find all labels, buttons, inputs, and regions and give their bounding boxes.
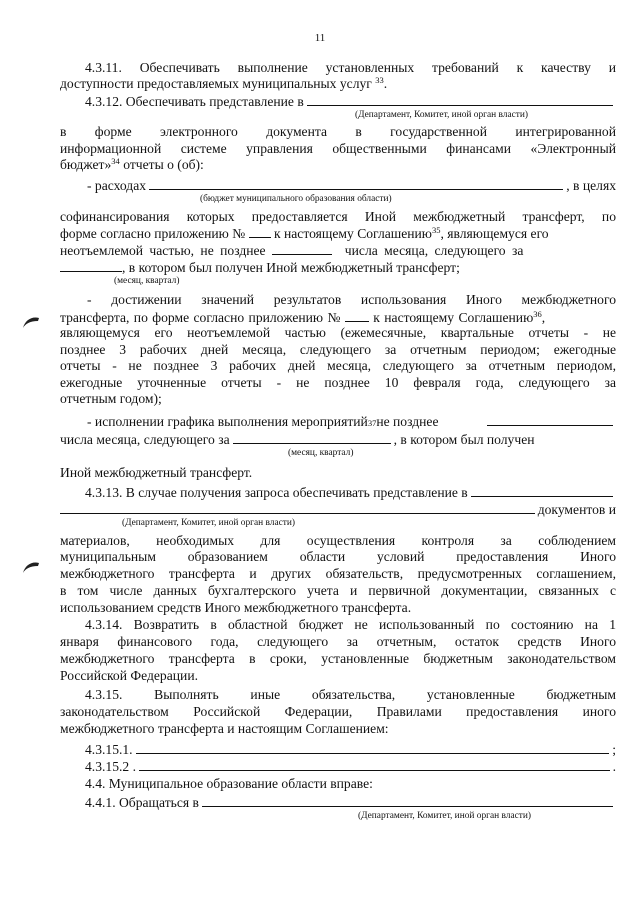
results-line-6: ежегодные уточненные отчеты - не позднее 10 февраля года, следующего за	[60, 375, 616, 390]
results-line-3: являющемуся его неотъемлемой частью (ежемесячные, квартальные отчеты - не	[60, 325, 616, 340]
paragraph-4-3-13-line-1: 4.3.13. В случае получения запроса обеспечивать представление в	[60, 484, 616, 501]
footnote-ref-35: 35	[431, 225, 441, 235]
footnote-ref-34: 34	[111, 156, 120, 166]
paragraph-4-3-12-line-1: 4.3.12. Обеспечивать представление в	[60, 93, 616, 110]
paragraph-4-3-12-line-2: в форме электронного документа в государственной интегрированной	[60, 124, 616, 139]
blank-field-department	[307, 93, 613, 106]
reports-expenses-line: - расходах , в целях	[87, 178, 616, 193]
paragraph-4-3-15-line-2: законодательством Российской Федерации, Правилами предоставления иного	[60, 704, 616, 719]
schedule-line-2: числа месяца, следующего за , в котором был получен	[60, 432, 535, 447]
paragraph-4-4-1: 4.4.1. Обращаться в	[60, 794, 616, 811]
paragraph-4-3-11-line-1: 4.3.11. Обеспечивать выполнение установленных требований к качеству и	[85, 60, 616, 75]
blank-field-appendix-number-2	[345, 309, 369, 322]
punch-hole-mark-icon	[20, 314, 42, 336]
blank-field-budget	[149, 177, 563, 190]
blank-field-department-2	[471, 484, 613, 497]
caption-period-2: (месяц, квартал)	[288, 448, 354, 458]
caption-budget: (бюджет муниципального образования области)	[200, 194, 392, 204]
paragraph-4-3-13-line-4: муниципальным образованием области условий предоставления Иного	[60, 549, 616, 564]
paragraph-4-3-15-line-1: 4.3.15. Выполнять иные обязательства, установленные бюджетным	[85, 687, 616, 702]
expenses-line-5: , в котором был получен Иной межбюджетный трансферт;	[60, 259, 616, 276]
expenses-line-2: софинансирования которых предоставляется Иной межбюджетный трансферт, по	[60, 209, 616, 224]
paragraph-4-3-13-line-5: межбюджетного трансферта и других обязательств, предусмотренных соглашением,	[60, 566, 616, 581]
results-line-7: отчетным годом);	[60, 391, 162, 406]
blank-field-day-2	[487, 413, 614, 426]
punch-hole-mark-icon	[20, 559, 42, 581]
paragraph-4-4: 4.4. Муниципальное образование области вправе:	[85, 776, 373, 791]
paragraph-4-3-13-line-3: материалов, необходимых для осуществления контроля за соблюдением	[60, 533, 616, 548]
subclause-4-3-15-1: 4.3.15.1. ;	[85, 742, 616, 757]
blank-field-department-4	[202, 794, 613, 807]
paragraph-4-3-15-line-3: межбюджетного трансферта и настоящим Соглашением:	[60, 721, 389, 736]
subclause-4-3-15-2: 4.3.15.2 . .	[85, 759, 616, 774]
paragraph-4-3-12-line-4: бюджет»$^{34}$ отчеты о (об):	[60, 156, 204, 172]
results-line-1: - достижении значений результатов использования Иного межбюджетного	[87, 292, 616, 307]
expenses-line-4: неотъемлемой частью, не позднее числа месяца, следующего за	[60, 243, 524, 258]
paragraph-4-3-14-line-2: января финансового года, следующего за отчетным, остаток средств Иного	[60, 634, 616, 649]
results-line-4: позднее 3 рабочих дней месяца, следующего за отчетным периодом; ежегодные	[60, 342, 616, 357]
blank-field-day	[272, 242, 332, 255]
paragraph-4-3-14-line-4: Российской Федерации.	[60, 668, 198, 683]
blank-field-department-3	[60, 501, 535, 514]
page-number: 11	[314, 32, 326, 44]
caption-department-1: (Департамент, Комитет, иной орган власти)	[355, 110, 529, 120]
blank-field-appendix-number	[249, 225, 271, 238]
schedule-line-1: - исполнении графика выполнения мероприятий 37 не позднее	[60, 413, 616, 430]
paragraph-4-3-13-line-6: в том числе данных бухгалтерского учета и первичной документации, связанных с	[60, 583, 616, 598]
schedule-line-3: Иной межбюджетный трансферт.	[60, 465, 253, 480]
blank-field-period	[60, 259, 122, 272]
footnote-ref-36: 36	[533, 309, 542, 319]
paragraph-4-3-13-line-7: использованием средств Иного межбюджетного трансферта.	[60, 600, 412, 615]
paragraph-4-3-12-line-3: информационной системе управления общественными финансами «Электронный	[60, 141, 616, 156]
blank-field-period-2	[233, 431, 391, 444]
caption-period-1: (месяц, квартал)	[114, 276, 180, 286]
paragraph-4-3-11-line-2: доступности предоставляемых муниципальных услуг $^{33}$.	[60, 75, 388, 91]
paragraph-4-3-13-line-2: документов и	[60, 501, 616, 518]
expenses-line-3: форме согласно приложению № к настоящему Соглашению$^{35}$, являющемуся его	[60, 225, 549, 241]
results-line-5: отчеты - не позднее 3 рабочих дней месяца, следующего за отчетным периодом,	[60, 358, 616, 373]
blank-field-subclause-2	[139, 758, 610, 771]
caption-department-2: (Департамент, Комитет, иной орган власти)	[122, 518, 296, 528]
caption-department-3: (Департамент, Комитет, иной орган власти)	[358, 811, 532, 821]
blank-field-subclause-1	[136, 741, 610, 754]
footnote-ref-33: 33	[375, 75, 384, 85]
paragraph-4-3-14-line-1: 4.3.14. Возвратить в областной бюджет не использованный по состоянию на 1	[85, 617, 616, 632]
paragraph-4-3-14-line-3: межбюджетного трансферта в сроки, установленные бюджетным законодательством	[60, 651, 616, 666]
results-line-2: трансферта, по форме согласно приложению № к настоящему Соглашению$^{36}$,	[60, 309, 546, 325]
